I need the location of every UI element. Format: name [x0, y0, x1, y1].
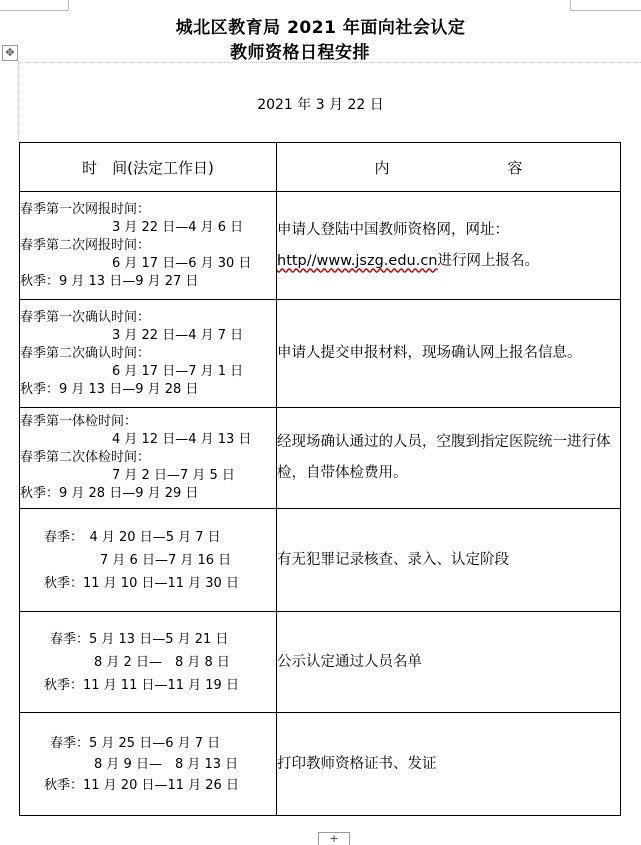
time-cell — [20, 192, 277, 300]
time-line: 春季第二次确认时间： — [20, 345, 151, 361]
content-text: 申请人登陆中国教师资格网，网址： — [277, 221, 509, 238]
header-content-char-a: 内 — [374, 158, 390, 177]
time-line: 4 月 12 日—4 月 13 日 — [112, 432, 252, 447]
page-corner-mark-right-horizontal — [570, 10, 641, 11]
content-cell: 申请人提交申报材料，现场确认网上报名信息。 — [277, 300, 621, 408]
document-title-line2: 教师资格日程安排 — [230, 43, 370, 63]
table-header-row — [20, 143, 621, 192]
time-cell — [20, 713, 277, 816]
table-row — [20, 408, 621, 509]
time-line: 7 月 6 日—7 月 16 日 — [100, 552, 232, 568]
time-line: 春季：5 月 13 日—5 月 21 日 — [50, 631, 229, 647]
page-corner-mark-right — [570, 0, 571, 10]
page-corner-mark-left-horizontal — [0, 10, 68, 11]
content-text: 进行网上报名。 — [437, 252, 539, 269]
time-line: 春季第一次网报时间： — [20, 201, 151, 217]
content-cell: 有无犯罪记录核查、录入、认定阶段 — [277, 509, 621, 612]
time-cell — [20, 612, 277, 713]
time-line: 春季第二次体检时间： — [20, 450, 151, 465]
time-line: 7 月 2 日—7 月 5 日 — [112, 468, 235, 483]
table-move-handle-icon[interactable]: ✥ — [2, 45, 18, 61]
time-line: 3 月 22 日—4 月 6 日 — [112, 219, 244, 235]
time-line: 秋季：9 月 13 日—9 月 28 日 — [20, 381, 199, 397]
content-cell: 打印教师资格证书、发证 — [277, 713, 621, 816]
page-corner-mark-left — [68, 0, 69, 10]
time-line: 春季第一次确认时间： — [20, 309, 151, 325]
time-line: 6 月 17 日—6 月 30 日 — [112, 255, 252, 271]
time-line: 6 月 17 日—7 月 1 日 — [112, 363, 244, 379]
time-line: 8 月 2 日— 8 月 8 日 — [94, 654, 230, 670]
website-url-link[interactable]: http//www.jszg.edu.cn — [277, 252, 438, 269]
document-title-line1: 城北区教育局 2021 年面向社会认定 — [175, 18, 466, 38]
header-content — [277, 143, 621, 192]
add-row-plus-icon[interactable]: + — [318, 832, 350, 845]
time-line: 秋季：9 月 13 日—9 月 27 日 — [20, 273, 199, 289]
content-cell: 经现场确认通过的人员，空腹到指定医院统一进行体检，自带体检费用。 — [277, 408, 621, 509]
time-line: 春季第一体检时间： — [20, 414, 138, 429]
header-time: 时 间(法定工作日) — [20, 143, 277, 192]
table-row — [20, 713, 621, 816]
time-cell — [20, 509, 277, 612]
text-boundary-top — [18, 62, 641, 63]
table-row — [20, 612, 621, 713]
content-cell — [277, 192, 621, 300]
time-cell — [20, 300, 277, 408]
time-line: 秋季：11 月 11 日—11 月 19 日 — [44, 677, 239, 693]
time-line: 春季： 4 月 20 日—5 月 7 日 — [44, 529, 221, 545]
time-cell — [20, 408, 277, 509]
table-row — [20, 192, 621, 300]
time-line: 春季第二次网报时间： — [20, 237, 151, 253]
time-line: 8 月 9 日— 8 月 13 日 — [94, 756, 239, 772]
time-line: 春季：5 月 25 日—6 月 7 日 — [50, 735, 221, 751]
table-row — [20, 300, 621, 408]
time-line: 秋季：11 月 10 日—11 月 30 日 — [44, 575, 239, 591]
time-line: 3 月 22 日—4 月 7 日 — [112, 327, 244, 343]
header-content-char-b: 容 — [507, 158, 523, 177]
content-cell: 公示认定通过人员名单 — [277, 612, 621, 713]
time-line: 秋季：9 月 28 日—9 月 29 日 — [20, 486, 199, 501]
table-row — [20, 509, 621, 612]
time-line: 秋季：11 月 20 日—11 月 26 日 — [44, 777, 239, 793]
schedule-table — [19, 142, 621, 816]
document-date: 2021 年 3 月 22 日 — [257, 97, 384, 113]
